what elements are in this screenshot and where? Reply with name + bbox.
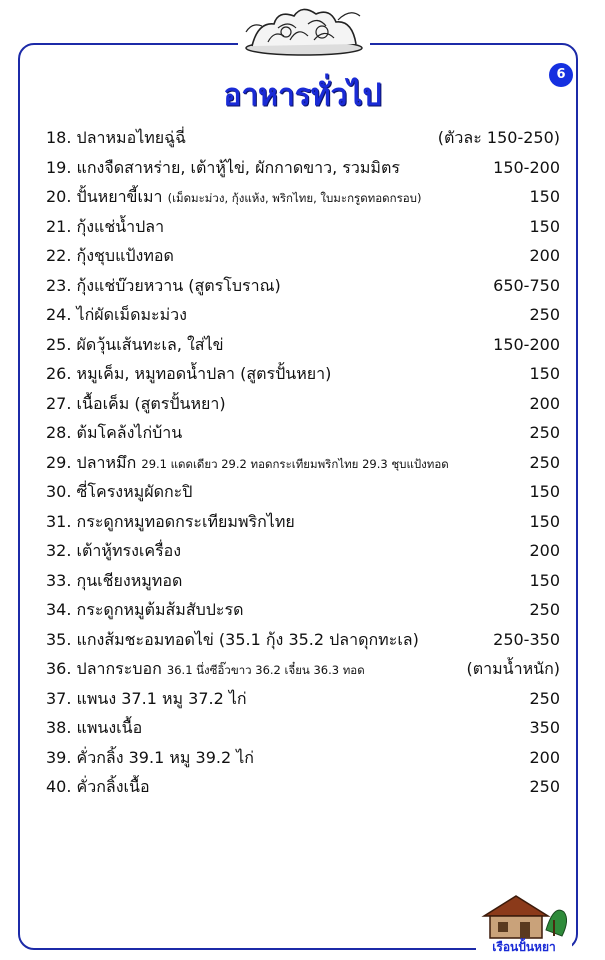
menu-item-price: 200	[529, 246, 560, 265]
menu-item-price: 250	[529, 452, 560, 472]
menu-item-number: 22.	[46, 246, 72, 265]
menu-item-title: กุนเชียงหมูทอด	[76, 570, 183, 590]
menu-item-number: 29.	[46, 452, 72, 472]
menu-item-title: กระดูกหมูต้มส้มสับปะรด	[76, 600, 244, 619]
menu-item-number: 32.	[46, 541, 72, 560]
menu-item-title: เนื้อเค็ม (สูตรปั้นหยา)	[76, 393, 226, 413]
menu-item-price: 150	[529, 216, 560, 236]
vegetable-basket-icon	[238, 2, 370, 58]
menu-item-number: 19.	[46, 157, 72, 177]
menu-item-name	[46, 448, 449, 480]
menu-item-options: 36.1 นึ่งซีอิ๊วขาว 36.2 เจี๋ยน 36.3 ทอด	[166, 663, 365, 677]
menu-item	[46, 330, 560, 360]
menu-item-title: ปลาหมึก	[76, 452, 137, 472]
menu-item	[46, 477, 560, 507]
menu-item-title: ไก่ผัดเม็ดมะม่วง	[76, 305, 187, 324]
menu-item-name	[46, 566, 182, 596]
menu-item-name	[46, 743, 254, 773]
menu-item-price: 250	[529, 600, 560, 619]
menu-item-price: 250	[529, 777, 560, 796]
menu-item-name	[46, 241, 174, 271]
menu-item	[46, 536, 560, 566]
menu-item	[46, 507, 560, 537]
menu-item-name	[46, 713, 142, 743]
menu-item-number: 34.	[46, 600, 72, 619]
menu-item-title: แพนง 37.1 หมู 37.2 ไก่	[76, 688, 247, 708]
menu-item	[46, 713, 560, 743]
menu-item	[46, 654, 560, 684]
menu-item-number: 33.	[46, 570, 72, 590]
menu-item	[46, 448, 560, 478]
menu-item-number: 40.	[46, 777, 72, 796]
menu-item-price: 650-750	[493, 275, 560, 295]
menu-item	[46, 566, 560, 596]
menu-item	[46, 182, 560, 212]
menu-item-options: 29.1 แดดเดียว 29.2 ทอดกระเทียมพริกไทย 29.3 ชุบแป้งทอด	[141, 456, 449, 471]
menu-item-name	[46, 300, 187, 330]
menu-item-title: แพนงเนื้อ	[76, 718, 143, 737]
page-number-badge: 6	[549, 63, 573, 87]
menu-item-name	[46, 330, 224, 360]
menu-item-title: คั่วกลิ้งเนื้อ	[76, 777, 150, 796]
menu-item-price: 150	[529, 482, 560, 501]
menu-item-number: 27.	[46, 393, 72, 413]
menu-item-title: เต้าหู้ทรงเครื่อง	[76, 541, 182, 560]
menu-item-number: 39.	[46, 747, 72, 767]
menu-item-options: (เม็ดมะม่วง, กุ้งแห้ง, พริกไทย, ใบมะกรูดทอดกรอบ)	[167, 191, 422, 205]
menu-item-name	[46, 507, 295, 537]
menu-item	[46, 772, 560, 802]
menu-item	[46, 153, 560, 183]
menu-item	[46, 123, 560, 153]
menu-item-number: 38.	[46, 718, 72, 737]
menu-item-name	[46, 182, 421, 214]
menu-item-title: ปั้นหยาขี้เมา	[76, 187, 163, 206]
menu-item-price: 150	[529, 187, 560, 206]
menu-item-name	[46, 654, 365, 686]
menu-item-price: 200	[529, 541, 560, 560]
menu-item-price: (ตามน้ำหนัก)	[466, 659, 560, 678]
menu-item	[46, 359, 560, 389]
menu-item	[46, 625, 560, 655]
menu-item-price: 250-350	[493, 629, 560, 649]
menu-item-name	[46, 389, 226, 419]
menu-item-title: กุ้งแช่น้ำปลา	[76, 216, 165, 236]
menu-list	[46, 123, 560, 802]
menu-item-title: แกงจืดสาหร่าย, เต้าหู้ไข่, ผักกาดขาว, รวมมิตร	[76, 157, 400, 177]
menu-item-price: 250	[529, 305, 560, 324]
menu-item-number: 36.	[46, 659, 72, 678]
menu-item	[46, 684, 560, 714]
menu-item-name	[46, 477, 192, 507]
menu-item-price: 150-200	[493, 157, 560, 177]
menu-item-title: ผัดวุ้นเส้นทะเล, ใส่ไข่	[76, 334, 224, 354]
menu-item-title: ปลาหมอไทยฉู่ฉี่	[76, 128, 186, 147]
page-title: อาหารทั่วไป	[223, 78, 382, 113]
menu-item-number: 28.	[46, 423, 72, 442]
menu-item	[46, 418, 560, 448]
menu-item-price: 150-200	[493, 334, 560, 354]
menu-item-price: 150	[529, 511, 560, 531]
menu-item	[46, 389, 560, 419]
menu-item-title: ต้มโคล้งไก่บ้าน	[76, 423, 183, 442]
menu-item-price: 350	[529, 718, 560, 737]
menu-item-name	[46, 359, 331, 389]
menu-item-title: ปลากระบอก	[76, 659, 162, 678]
menu-item-price: 200	[529, 393, 560, 413]
menu-item-name	[46, 212, 164, 242]
menu-item-number: 24.	[46, 305, 72, 324]
menu-item-title: กุ้งชุบแป้งทอด	[76, 246, 174, 265]
menu-item-name	[46, 684, 247, 714]
menu-item-price: 200	[529, 747, 560, 767]
menu-item-number: 31.	[46, 511, 72, 531]
menu-item-name	[46, 595, 244, 625]
menu-item-number: 30.	[46, 482, 72, 501]
menu-item	[46, 241, 560, 271]
menu-item-title: คั่วกลิ้ง 39.1 หมู 39.2 ไก่	[76, 747, 254, 767]
menu-item	[46, 595, 560, 625]
menu-item-title: ซี่โครงหมูผัดกะปิ	[76, 482, 193, 501]
menu-item	[46, 212, 560, 242]
menu-item-price: 250	[529, 423, 560, 442]
menu-item-number: 26.	[46, 364, 72, 383]
menu-item-title: กระดูกหมูทอดกระเทียมพริกไทย	[76, 511, 295, 531]
menu-item-name	[46, 625, 419, 655]
menu-item-price: 250	[529, 688, 560, 708]
menu-item-name	[46, 271, 281, 301]
menu-item-name	[46, 123, 186, 153]
menu-item-number: 37.	[46, 688, 72, 708]
menu-item-price: 150	[529, 570, 560, 590]
menu-item-price: 150	[529, 364, 560, 383]
menu-item-number: 21.	[46, 216, 72, 236]
menu-item	[46, 743, 560, 773]
menu-item-title: กุ้งแช่บ๊วยหวาน (สูตรโบราณ)	[76, 275, 281, 295]
menu-item-number: 25.	[46, 334, 72, 354]
menu-item-name	[46, 418, 182, 448]
menu-item-price: (ตัวละ 150-250)	[437, 128, 560, 147]
menu-item-title: แกงส้มชะอมทอดไข่ (35.1 กุ้ง 35.2 ปลาดุกทะเล)	[76, 629, 419, 649]
menu-item-number: 20.	[46, 187, 72, 206]
menu-item	[46, 300, 560, 330]
menu-item-name	[46, 536, 181, 566]
menu-item-number: 23.	[46, 275, 72, 295]
menu-item-number: 18.	[46, 128, 72, 147]
logo-caption: เรือนปั้นหยา	[492, 940, 556, 954]
menu-item-name	[46, 153, 400, 183]
menu-item-name	[46, 772, 150, 802]
menu-item	[46, 271, 560, 301]
menu-item-title: หมูเค็ม, หมูทอดน้ำปลา (สูตรปั้นหยา)	[76, 364, 332, 383]
menu-item-number: 35.	[46, 629, 72, 649]
